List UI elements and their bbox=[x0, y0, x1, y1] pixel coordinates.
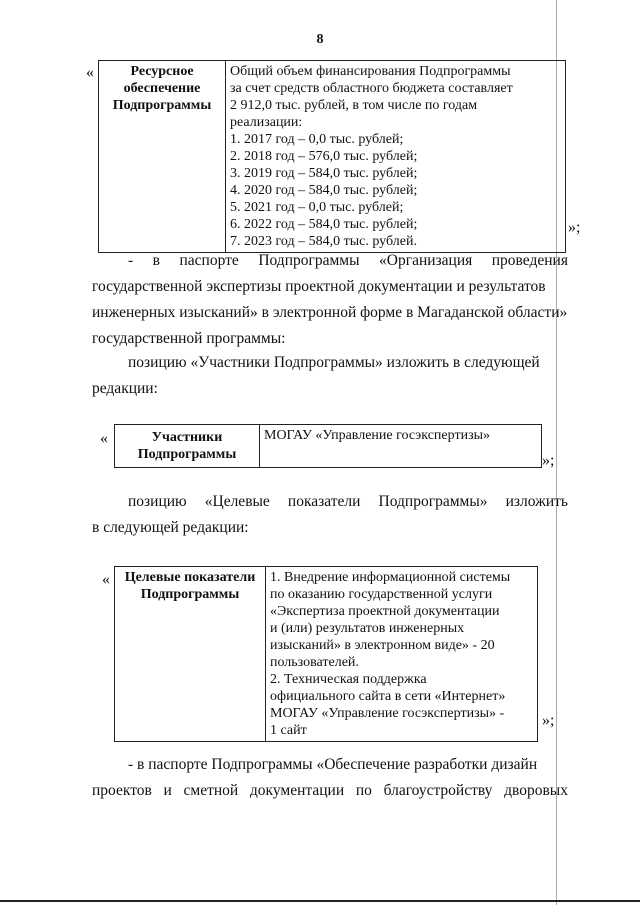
resource-year-item: 3. 2019 год – 584,0 тыс. рублей; bbox=[230, 166, 418, 181]
resource-heading-line: Подпрограммы bbox=[112, 98, 212, 113]
target-indicators-table bbox=[114, 566, 538, 742]
target-heading-line: Подпрограммы bbox=[140, 587, 240, 602]
word: паспорте bbox=[179, 252, 239, 269]
paragraph-line: в следующей редакции: bbox=[92, 519, 249, 536]
participants-heading-cell bbox=[115, 425, 260, 468]
target-body-cell bbox=[266, 567, 538, 742]
resource-body-cell bbox=[226, 61, 566, 253]
paragraph-target-indicators bbox=[92, 489, 568, 541]
open-quote: « bbox=[102, 571, 110, 588]
target-body-line: 1. Внедрение информационной системы bbox=[270, 570, 511, 585]
resource-year-item: 2. 2018 год – 576,0 тыс. рублей; bbox=[230, 149, 418, 164]
target-body-line: 1 сайт bbox=[270, 723, 307, 738]
word: Подпрограммы» bbox=[378, 493, 488, 510]
open-quote: « bbox=[86, 64, 94, 81]
close-quote: »; bbox=[542, 452, 555, 469]
paragraph-participants bbox=[92, 350, 568, 402]
target-heading-cell bbox=[115, 567, 266, 742]
resource-intro-line: Общий объем финансирования Подпрограммы bbox=[230, 64, 511, 79]
paragraph-line: государственной программы: bbox=[92, 330, 286, 347]
resource-heading-line: обеспечение bbox=[123, 81, 201, 96]
word: сметной bbox=[183, 782, 239, 799]
word: - bbox=[128, 252, 134, 269]
target-body-line: изысканий» в электронном виде» - 20 bbox=[270, 638, 495, 653]
resource-intro-line: 2 912,0 тыс. рублей, в том числе по годам bbox=[230, 98, 478, 113]
paragraph-line: государственной экспертизы проектной документации и результатов bbox=[92, 278, 546, 295]
close-quote: »; bbox=[542, 712, 555, 729]
paragraph-line: позицию «Участники Подпрограммы» изложить в следующей bbox=[128, 354, 540, 371]
resource-intro-line: реализации: bbox=[230, 115, 303, 130]
word: документации bbox=[249, 782, 345, 799]
word: в bbox=[152, 252, 160, 269]
resource-year-item: 6. 2022 год – 584,0 тыс. рублей; bbox=[230, 217, 418, 232]
word: «Целевые bbox=[204, 493, 270, 510]
word: по bbox=[355, 782, 372, 799]
target-body-line: «Экспертиза проектной документации bbox=[270, 604, 500, 619]
resource-year-item: 1. 2017 год – 0,0 тыс. рублей; bbox=[230, 132, 404, 147]
participants-value: МОГАУ «Управление госэкспертизы» bbox=[260, 425, 542, 468]
word: «Организация bbox=[379, 252, 473, 269]
resource-year-item: 5. 2021 год – 0,0 тыс. рублей; bbox=[230, 200, 404, 215]
resource-heading-cell bbox=[99, 61, 226, 253]
scan-bottom-edge bbox=[0, 900, 640, 902]
open-quote: « bbox=[100, 430, 108, 447]
target-body-line: и (или) результатов инженерных bbox=[270, 621, 465, 636]
word: показатели bbox=[287, 493, 361, 510]
resource-intro-line: за счет средств областного бюджета составляет bbox=[230, 81, 513, 96]
word: проектов bbox=[92, 782, 152, 799]
paragraph-line: инженерных изысканий» в электронной форме в Магаданской области» bbox=[92, 304, 568, 321]
word: и bbox=[163, 782, 172, 799]
close-quote: »; bbox=[568, 219, 581, 236]
paragraph-line: - в паспорте Подпрограммы «Обеспечение разработки дизайн bbox=[128, 756, 538, 773]
resource-year-item: 4. 2020 год – 584,0 тыс. рублей; bbox=[230, 183, 418, 198]
resource-year-item: 7. 2023 год – 584,0 тыс. рублей. bbox=[230, 234, 417, 249]
target-body-line: официального сайта в сети «Интернет» bbox=[270, 689, 506, 704]
participants-table bbox=[114, 424, 542, 468]
word: Подпрограммы bbox=[258, 252, 360, 269]
target-heading-line: Целевые показатели bbox=[124, 570, 256, 585]
resource-table bbox=[98, 60, 566, 253]
word: изложить bbox=[505, 493, 568, 510]
word: проведения bbox=[491, 252, 568, 269]
word: позицию bbox=[128, 493, 187, 510]
participants-heading-line: Подпрограммы bbox=[137, 447, 237, 462]
target-body-line: 2. Техническая поддержка bbox=[270, 672, 427, 687]
target-body-line: пользователей. bbox=[270, 655, 359, 670]
word: благоустройству bbox=[383, 782, 493, 799]
paragraph-line: редакции: bbox=[92, 380, 158, 397]
paragraph-design-projects bbox=[92, 752, 568, 804]
word: дворовых bbox=[504, 782, 568, 799]
resource-heading-line: Ресурсное bbox=[130, 64, 194, 79]
target-body-line: МОГАУ «Управление госэкспертизы» - bbox=[270, 706, 505, 721]
page-number: 8 bbox=[316, 32, 324, 47]
target-body-line: по оказанию государственной услуги bbox=[270, 587, 493, 602]
paragraph-passport-expertise bbox=[92, 248, 568, 352]
participants-heading-line: Участники bbox=[151, 430, 223, 445]
